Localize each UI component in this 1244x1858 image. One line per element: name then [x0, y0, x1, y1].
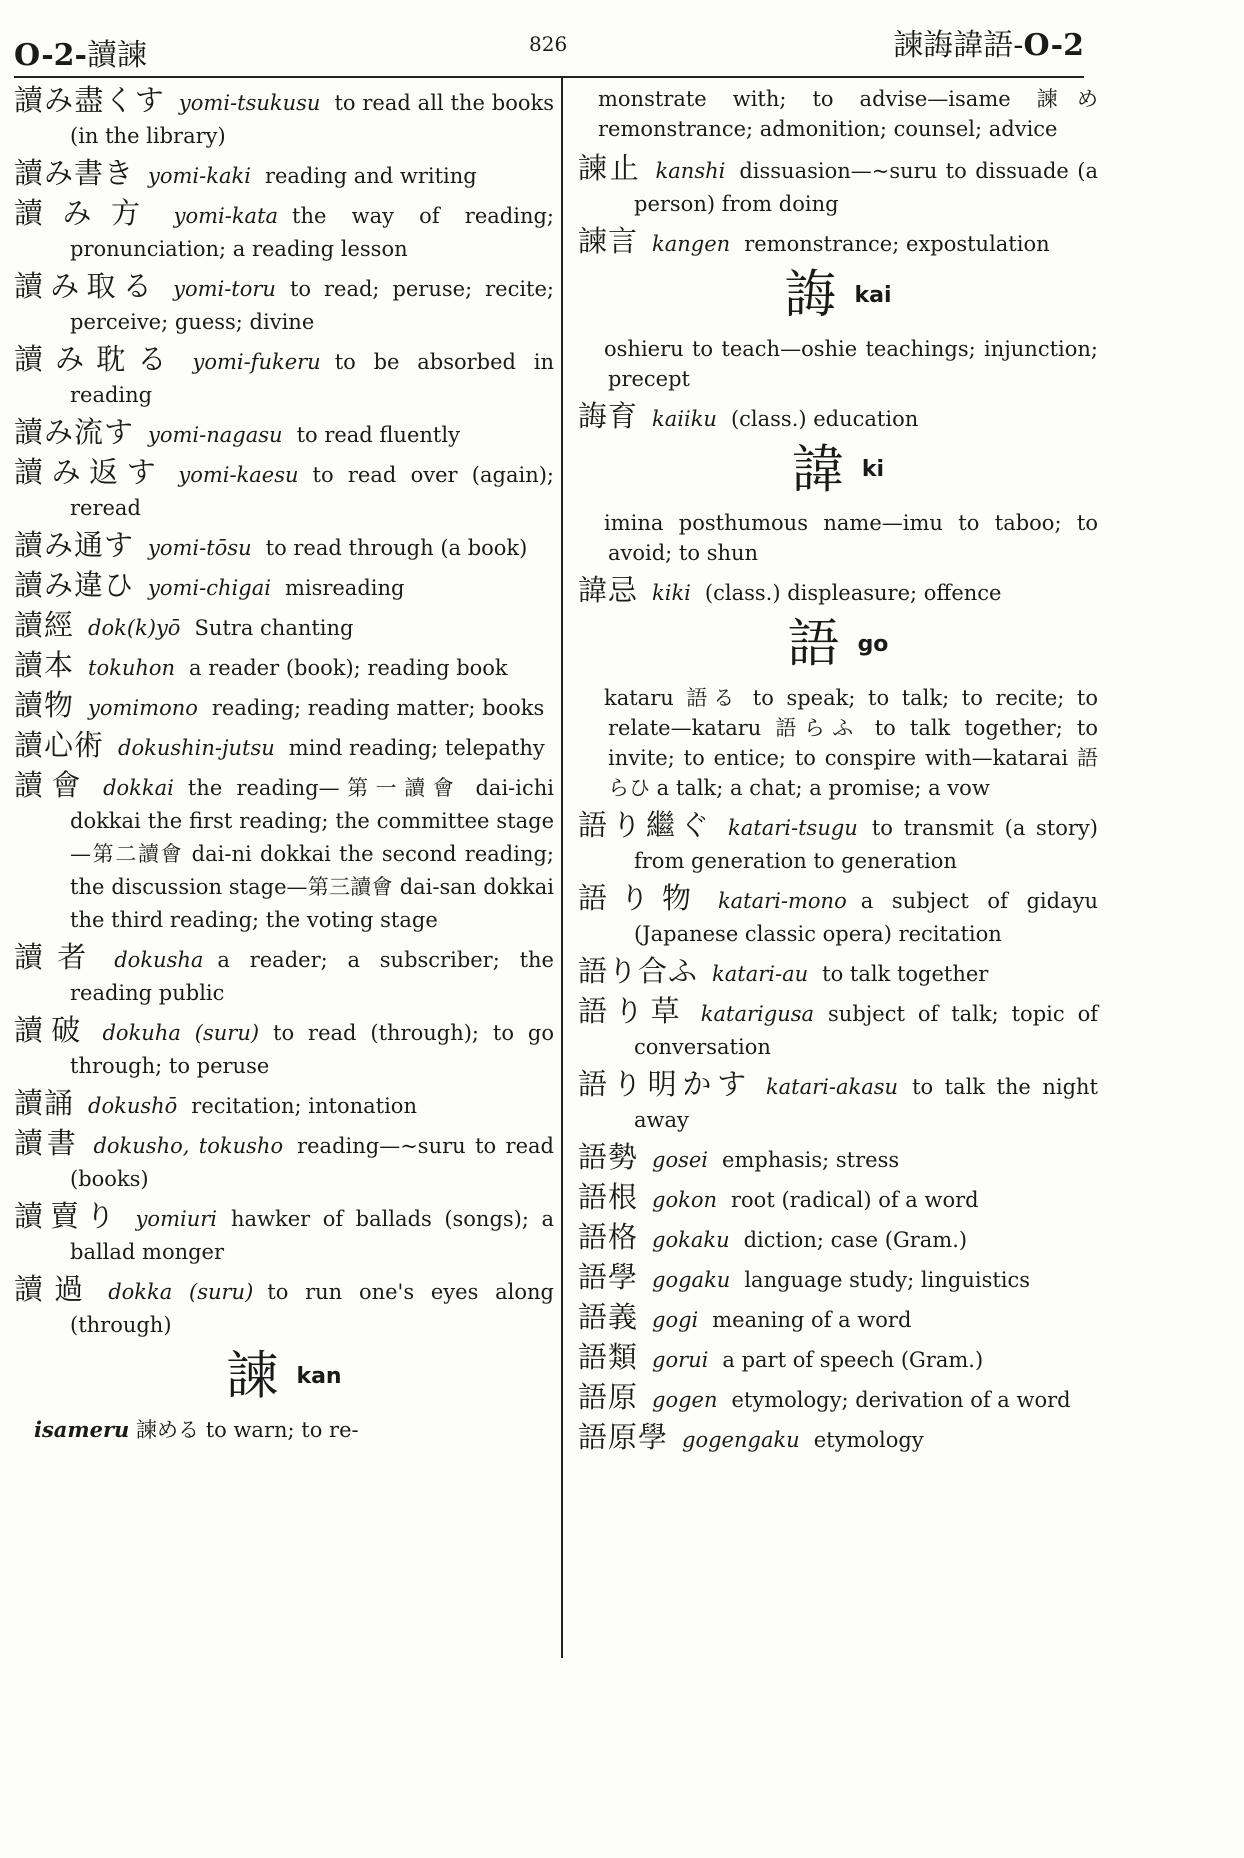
entry-reading: katarigusa	[700, 1001, 815, 1026]
header-left-code: O-2-	[14, 38, 88, 73]
entry-headword: 讀み盡くす	[14, 83, 165, 117]
entry-reading: yomi-fukeru	[192, 350, 321, 374]
entry-definition: etymology; derivation of a word	[731, 1387, 1071, 1412]
dictionary-entry	[14, 689, 554, 725]
entry-headword: 語り合ふ	[578, 953, 699, 988]
entry-list-ki	[578, 574, 1098, 610]
dictionary-entry	[578, 1068, 1098, 1137]
entry-definition: recitation; intonation	[191, 1094, 417, 1118]
entry-headword: 語原	[578, 1379, 639, 1414]
dictionary-entry	[578, 1221, 1098, 1257]
entry-headword: 讀會	[14, 768, 90, 802]
entry-list-go	[578, 809, 1098, 1457]
dictionary-entry	[578, 1381, 1098, 1417]
entry-headword: 語り物	[578, 880, 704, 915]
entry-reading: dokushō	[88, 1094, 178, 1118]
dictionary-entry	[578, 152, 1098, 221]
entry-reading: katari-tsugu	[728, 815, 858, 840]
dictionary-entry	[578, 809, 1098, 878]
header-right-kanji: 諫誨諱語-	[893, 28, 1024, 63]
entry-reading: yomi-toru	[173, 277, 276, 301]
entry-definition: a part of speech (Gram.)	[722, 1347, 984, 1372]
entry-definition: misreading	[284, 576, 405, 600]
dictionary-entry	[14, 1014, 554, 1083]
entry-reading: yomi-tōsu	[148, 536, 252, 560]
header-left	[14, 30, 147, 74]
dictionary-entry	[578, 1141, 1098, 1177]
go-definition: kataru 語る to speak; to talk; to recite; to relate—kataru 語らふ to talk together; to invite; to entice; to conspire with—katarai 語らひ a talk; a chat; a promise; a vow	[604, 685, 1098, 800]
entry-list-kai	[578, 400, 1098, 436]
entry-definition: a reader; a subscriber; the reading public	[70, 948, 554, 1005]
entry-headword: 語り明かす	[578, 1066, 752, 1101]
entry-headword: 讀心術	[14, 728, 105, 762]
radical-heading-kan	[14, 1348, 554, 1405]
entry-list-kan	[578, 152, 1098, 261]
entry-headword: 讀破	[14, 1013, 89, 1047]
dictionary-entry	[578, 1181, 1098, 1217]
entry-headword: 讀書	[14, 1126, 80, 1160]
entry-headword: 讀み取る	[14, 269, 160, 303]
dictionary-entry	[14, 1200, 554, 1269]
entry-headword: 語り草	[578, 993, 687, 1028]
dictionary-entry	[14, 270, 554, 339]
entry-reading: gogi	[652, 1307, 699, 1332]
entry-definition: meaning of a word	[712, 1307, 912, 1332]
radical-kanji: 諫	[226, 1346, 279, 1407]
entry-headword: 誨育	[578, 398, 639, 433]
entry-reading: yomi-kaesu	[178, 463, 299, 487]
kun-def: to warn; to re-	[205, 1417, 359, 1442]
radical-heading-go	[578, 616, 1098, 673]
dictionary-entry	[14, 157, 554, 193]
entry-reading: gogengaku	[682, 1427, 800, 1452]
entry-reading: yomi-nagasu	[148, 423, 283, 447]
entry-reading: gogen	[652, 1387, 718, 1412]
entry-headword: 諫言	[578, 224, 639, 258]
radical-kanji: 諱	[791, 440, 844, 500]
entry-reading: yomiuri	[135, 1207, 217, 1231]
dictionary-entry	[578, 995, 1098, 1064]
entry-headword: 語學	[578, 1259, 639, 1294]
entry-reading: katari-akasu	[765, 1074, 899, 1099]
radical-romaji: kai	[854, 282, 892, 308]
dictionary-entry	[578, 882, 1098, 951]
radical-heading-kai	[578, 267, 1098, 324]
dictionary-entry	[14, 609, 554, 645]
entry-headword: 諱忌	[578, 573, 639, 607]
entry-reading: gorui	[652, 1347, 709, 1372]
entry-reading: dokuha (suru)	[102, 1021, 260, 1045]
entry-reading: gogaku	[652, 1267, 731, 1292]
entry-headword: 讀み返す	[14, 455, 165, 489]
entry-definition: root (radical) of a word	[731, 1187, 979, 1212]
dictionary-entry	[578, 1301, 1098, 1337]
entry-headword: 讀物	[14, 688, 75, 722]
continued-definition: monstrate with; to advise—isame 諫め remonstrance; admonition; counsel; advice	[598, 87, 1098, 141]
entry-reading: yomimono	[88, 696, 198, 720]
entry-reading: yomi-chigai	[148, 576, 271, 600]
entry-headword: 語根	[578, 1179, 639, 1214]
entry-definition: the way of reading; pronunciation; a reading lesson	[70, 204, 554, 261]
dictionary-entry	[14, 941, 554, 1010]
entry-headword: 讀本	[14, 648, 75, 682]
dictionary-entry	[578, 1421, 1098, 1457]
entry-definition: (class.) displeasure; offence	[704, 581, 1002, 605]
entry-definition: etymology	[813, 1427, 924, 1452]
entry-definition: to read all the books (in the library)	[70, 91, 554, 148]
entry-definition: remonstrance; expostulation	[744, 232, 1050, 256]
entry-definition: to read (through); to go through; to peruse	[70, 1021, 554, 1078]
entry-definition: to read fluently	[296, 423, 460, 447]
dictionary-entry	[14, 456, 554, 525]
header-rule	[14, 76, 1084, 78]
left-column	[14, 84, 554, 1453]
dictionary-entry	[14, 416, 554, 452]
entry-headword: 讀み耽る	[14, 342, 179, 376]
entry-definition: a subject of gidayu (Japanese classic opera) recitation	[634, 888, 1098, 946]
entry-definition: reading and writing	[264, 164, 477, 188]
entry-headword: 讀み方	[14, 196, 160, 230]
entry-definition: the reading—第一讀會 dai-ichi dokkai the first reading; the committee stage—第二讀會 dai-ni dokkai the second reading; the discussion stage—第三讀會 dai-san dokkai the third reading; the voting stage	[70, 776, 554, 932]
kun-kana: 諫める	[136, 1417, 200, 1442]
dictionary-entry	[14, 729, 554, 765]
entry-headword: 讀み違ひ	[14, 568, 135, 602]
radical-romaji: ki	[861, 457, 885, 482]
header-left-kanji: 讀諫	[87, 38, 148, 73]
entry-headword: 語勢	[578, 1139, 639, 1174]
entry-reading: katari-au	[712, 961, 809, 986]
dictionary-entry	[14, 343, 554, 412]
entry-headword: 讀賣り	[14, 1199, 122, 1233]
header-right-code: O-2	[1023, 28, 1084, 63]
dictionary-entry	[14, 769, 554, 937]
radical-romaji: kan	[296, 1363, 342, 1389]
entry-headword: 讀誦	[14, 1086, 75, 1120]
page-number: 826	[529, 32, 568, 56]
dictionary-entry	[14, 649, 554, 685]
entry-definition: Sutra chanting	[194, 616, 354, 640]
entry-headword: 諫止	[578, 151, 642, 185]
entry-reading: katari-mono	[717, 888, 847, 913]
entry-definition: to talk the night away	[634, 1074, 1098, 1132]
dictionary-entry	[578, 1261, 1098, 1297]
dictionary-entry	[14, 569, 554, 605]
dictionary-entry	[578, 400, 1098, 436]
ki-definition: imina posthumous name—imu to taboo; to avoid; to shun	[604, 511, 1098, 565]
entry-reading: yomi-tsukusu	[178, 91, 321, 115]
entry-definition: to read; peruse; recite; perceive; guess; divine	[70, 277, 554, 334]
entry-definition: to be absorbed in reading	[70, 350, 554, 407]
entry-definition: (class.) education	[730, 406, 919, 431]
dictionary-entry	[14, 1127, 554, 1196]
entry-headword: 讀過	[14, 1272, 95, 1306]
left-entry-list	[14, 84, 554, 1342]
entry-headword: 語類	[578, 1339, 639, 1374]
entry-definition: diction; case (Gram.)	[743, 1227, 968, 1252]
entry-definition: to transmit (a story) from generation to generation	[634, 815, 1098, 873]
entry-reading: kanshi	[655, 159, 726, 183]
entry-headword: 讀經	[14, 608, 75, 642]
dictionary-entry	[14, 84, 554, 153]
entry-reading: gokaku	[652, 1227, 730, 1252]
entry-definition: reading—~suru to read (books)	[70, 1134, 554, 1191]
kai-definition: oshieru to teach—oshie teachings; injunction; precept	[604, 336, 1098, 391]
entry-headword: 語義	[578, 1299, 639, 1334]
entry-definition: a reader (book); reading book	[189, 656, 508, 680]
radical-kanji: 誨	[784, 265, 837, 326]
dictionary-entry	[578, 574, 1098, 610]
entry-reading: dokka (suru)	[108, 1280, 254, 1304]
entry-definition: language study; linguistics	[744, 1267, 1031, 1292]
entry-definition: emphasis; stress	[722, 1147, 900, 1172]
radical-heading-ki	[578, 442, 1098, 499]
entry-reading: tokuhon	[88, 656, 176, 680]
entry-reading: dokusho, tokusho	[93, 1134, 284, 1158]
header-right	[893, 20, 1084, 64]
entry-definition: dissuasion—~suru to dissuade (a person) from doing	[634, 159, 1098, 216]
entry-reading: yomi-kata	[173, 204, 279, 228]
entry-definition: hawker of ballads (songs); a ballad monger	[70, 1207, 554, 1264]
entry-reading: gosei	[652, 1147, 709, 1172]
dictionary-entry	[578, 225, 1098, 261]
entry-definition: subject of talk; topic of conversation	[634, 1001, 1098, 1059]
entry-headword: 讀み流す	[14, 415, 135, 449]
dictionary-entry	[14, 1087, 554, 1123]
entry-headword: 讀者	[14, 940, 101, 974]
entry-reading: kaiiku	[652, 406, 717, 431]
entry-definition: to run one's eyes along (through)	[70, 1280, 554, 1337]
entry-reading: kiki	[652, 581, 691, 605]
entry-reading: dokkai	[103, 776, 174, 800]
dictionary-entry	[14, 1273, 554, 1342]
kun-reading: isameru	[34, 1416, 130, 1442]
entry-headword: 讀み通す	[14, 528, 135, 562]
dictionary-entry	[14, 197, 554, 266]
right-column	[578, 84, 1098, 1461]
entry-reading: kangen	[652, 232, 731, 256]
entry-definition: reading; reading matter; books	[211, 696, 545, 720]
radical-romaji: go	[857, 631, 889, 657]
entry-reading: dokusha	[114, 948, 204, 972]
entry-reading: dok(k)yō	[88, 616, 181, 640]
entry-definition: mind reading; telepathy	[288, 736, 545, 760]
entry-headword: 讀み書き	[14, 156, 135, 190]
entry-headword: 語り繼ぐ	[578, 807, 715, 842]
radical-kanji: 語	[787, 614, 840, 675]
kan-definition	[14, 1415, 554, 1445]
entry-definition: to talk together	[822, 961, 989, 986]
entry-reading: yomi-kaki	[148, 164, 251, 188]
entry-definition: to read through (a book)	[265, 536, 528, 560]
entry-reading: dokushin-jutsu	[118, 736, 275, 760]
entry-definition: to read over (again); reread	[70, 463, 554, 520]
column-divider	[561, 78, 563, 1658]
dictionary-entry	[578, 1341, 1098, 1377]
dictionary-entry	[14, 529, 554, 565]
entry-headword: 語格	[578, 1219, 639, 1254]
dictionary-entry	[578, 955, 1098, 991]
entry-reading: gokon	[652, 1187, 717, 1212]
page-header	[14, 18, 1084, 78]
entry-headword: 語原學	[578, 1419, 669, 1454]
